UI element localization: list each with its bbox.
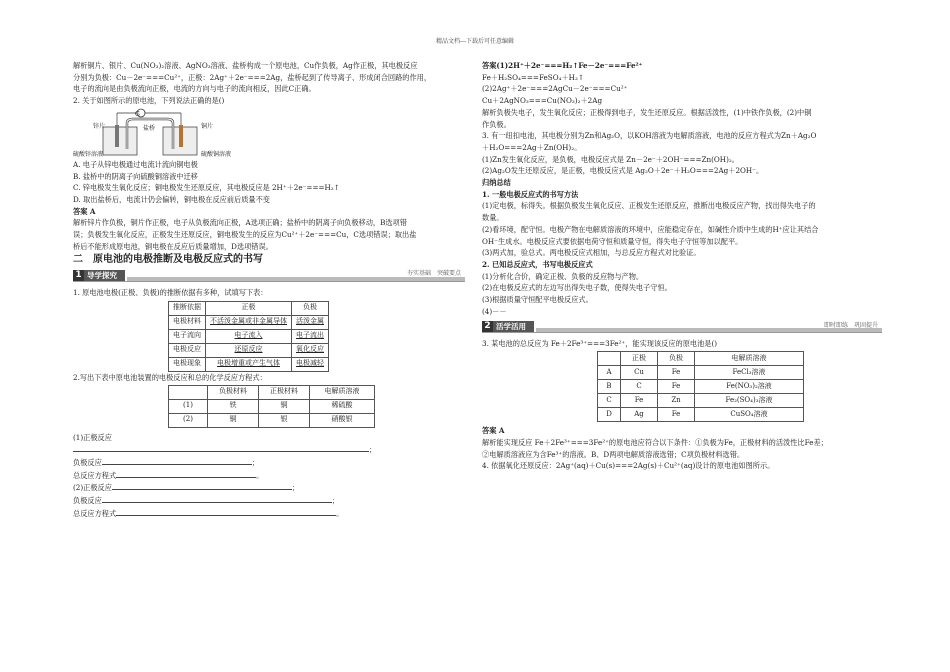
table-cell: 铜 [208, 413, 259, 427]
question-2: 2. 关于如图所示的原电池，下列说法正确的是() [73, 96, 225, 106]
table-header-cell: 推断依据 [169, 301, 206, 315]
left-column [73, 60, 465, 519]
table-cell: 活泼金属 [292, 315, 329, 329]
table-cell: (1) [169, 399, 208, 413]
table-row [169, 343, 329, 357]
summary-line: (2)看环境，配守恒。电极产物在电解质溶液的环境中，应能稳定存在，如碱性介质中生成的H⁺应让其结合 [482, 224, 819, 234]
answer-blank[interactable] [116, 469, 256, 478]
table-row [169, 329, 329, 343]
table-cell: A [598, 366, 621, 380]
band-subtitle: 夯实基础 突破要点 [406, 270, 461, 278]
table-cell: 电极增重或产生气体 [206, 357, 292, 371]
explanation-line: 分别为负极：Cu－2e⁻===Cu²⁺，正极：2Ag⁺＋2e⁻===2Ag，盐桥起到了传导离子、形成闭合回路的作用， [73, 72, 432, 82]
question-3-intro: ＋H₂O===2Ag＋Zn(OH)₂。 [482, 142, 582, 152]
table-header-cell [598, 352, 621, 366]
table-cell: 硝酸银 [310, 413, 375, 427]
question-2b: 2.写出下表中原电池装置的电极反应和总的化学反应方程式： [73, 372, 267, 382]
section-band-guided [73, 268, 465, 282]
band-subtitle: 即时即练 巩固提升 [823, 321, 878, 329]
fill-label: 负极反应 [73, 496, 102, 506]
table-cell: Fe [621, 394, 658, 408]
answer: 答案 A [73, 206, 96, 216]
table-cell: 不活泼金属或非金属导体 [206, 315, 292, 329]
table-cell: 电子流向 [169, 329, 206, 343]
table-cell: 还原反应 [206, 343, 292, 357]
table-header-cell: 电解质溶液 [310, 385, 375, 399]
explanation-line: ②电解质溶液应为含Fe³⁺的溶液。B、D两项电解质溶液选错；C项负极材料选错。 [482, 449, 745, 459]
table-cell: 电极反应 [169, 343, 206, 357]
band-number: 1 [73, 270, 84, 281]
table-row [598, 394, 804, 408]
question-3-part: (2)Ag₂O发生还原反应，是正极，电极反应式是 Ag₂O＋2e⁻＋H₂O===2Ag＋2OH⁻。 [482, 166, 764, 176]
answer-text: 答案(1)2H⁺＋2e⁻===H₂↑Fe－2e⁻===Fe²⁺ [482, 61, 643, 70]
table-cell: 银 [259, 413, 310, 427]
fill-row [73, 469, 465, 482]
table-header-row [169, 301, 329, 315]
table-cell: Zn [658, 394, 695, 408]
table-cell: C [598, 394, 621, 408]
electrode-judgment-table [168, 301, 329, 372]
summary-line: (4)－－ [482, 306, 507, 316]
fill-punct: 。 [256, 470, 264, 480]
answer-blank[interactable] [116, 507, 336, 516]
battery-options-table [597, 351, 804, 422]
answer-blank[interactable] [73, 443, 369, 452]
answer-blank[interactable] [102, 456, 252, 465]
fill-row [73, 443, 465, 456]
znso4-label: 硫酸锌溶液 [73, 150, 104, 158]
fill-label: 总反应方程式 [73, 508, 117, 518]
table-header-cell: 负极材料 [208, 385, 259, 399]
option-d: D. 取出盐桥后，电流计仍会偏转，铜电极在反应前后质量不变 [73, 194, 270, 204]
copper-label: 铜片 [201, 122, 214, 130]
explanation-line: 桥后不能形成原电池，铜电极在反应后质量增加，D选项错误。 [73, 241, 273, 251]
fill-punct: ； [331, 496, 339, 506]
table-cell: 电极现象 [169, 357, 206, 371]
summary-line: 数量。 [482, 213, 504, 223]
band-title: 导学探究 [84, 270, 125, 281]
question-4: 4. 依据氧化还原反应：2Ag⁺(aq)＋Cu(s)===2Ag(s)＋Cu²⁺(aq)设计的原电池如图所示。 [482, 461, 775, 471]
explanation-line: 解析负极失电子，发生氧化反应；正极得到电子，发生还原反应。根据活泼性，(1)中铁作负极，(2)中铜 [482, 107, 812, 117]
table-row [598, 408, 804, 422]
table-header-row [169, 385, 375, 399]
fill-label: 负极反应 [73, 457, 102, 467]
table-row [169, 413, 375, 427]
table-cell: Fe₂(SO₄)₃溶液 [695, 394, 804, 408]
table-header-row [598, 352, 804, 366]
question-3-part: (1)Zn发生氧化反应，是负极，电极反应式是 Zn－2e⁻＋2OH⁻===Zn(OH)₂。 [482, 154, 739, 164]
summary-heading: 归纳总结 [482, 178, 511, 188]
answer-line: Cu＋2AgNO₃===Cu(NO₃)₂＋2Ag [482, 96, 603, 106]
galvanic-cell-figure [73, 107, 465, 159]
option-b: B. 盐桥中的阴离子向硫酸铜溶液中迁移 [73, 171, 198, 181]
answer-blank[interactable] [112, 481, 292, 490]
table-cell: FeCl₃溶液 [695, 366, 804, 380]
explanation-line: 电子的流向是由负极流向正极，电流的方向与电子的流向相反，因此C正确。 [73, 84, 316, 94]
summary-subheading: 1. 一般电极反应式的书写方法 [482, 189, 579, 199]
fill-punct: ； [251, 457, 259, 467]
question-3: 3. 某电池的总反应为 Fe＋2Fe³⁺===3Fe²⁺，能实现该反应的原电池是() [482, 339, 718, 349]
cell-materials-table [168, 385, 375, 428]
answer-line: Fe＋H₂SO₄===FeSO₄＋H₂↑ [482, 72, 584, 82]
salt-bridge-label: 盐桥 [143, 124, 156, 132]
fill-punct: ； [369, 445, 377, 455]
fill-label: (2)正极反应 [73, 483, 112, 493]
summary-line: (2)在电极反应式的左边写出得失电子数，使得失电子守恒。 [482, 283, 672, 293]
table-cell: 电极减轻 [292, 357, 329, 371]
fill-row [73, 494, 465, 507]
fill-punct: 。 [336, 508, 344, 518]
table-row [598, 366, 804, 380]
explanation-line: 误；负极发生氧化反应，正极发生还原反应，铜电极发生的反应为Cu²⁺＋2e⁻===Cu，C选项错误；取出盐 [73, 230, 417, 240]
table-header-cell: 正极 [206, 301, 292, 315]
explanation-line: 作负极。 [482, 119, 511, 129]
table-cell: 铁 [208, 399, 259, 413]
question-3-intro: 3. 有一纽扣电池，其电极分别为Zn和Ag₂O，以KOH溶液为电解质溶液，电池的反应方程式为Zn＋Ag₂O [482, 131, 817, 141]
table-header-cell: 负极 [292, 301, 329, 315]
explanation-line: 解析能实现反应 Fe＋2Fe³⁺===3Fe²⁺的原电池应符合以下条件：①负极为Fe，正极材料的活泼性比Fe差； [482, 437, 828, 447]
table-cell: Fe [658, 380, 695, 394]
table-header-cell: 正极 [621, 352, 658, 366]
table-cell: D [598, 408, 621, 422]
answer: 答案 A [482, 426, 505, 436]
explanation-line: 解析铜片、银片、Cu(NO₃)₂溶液、AgNO₃溶液、盐桥构成一个原电池，Cu作负极，Ag作正极，其电极反应 [73, 61, 418, 70]
summary-line: OH⁻生成水。电极反应式要依据电荷守恒和质量守恒，得失电子守恒等加以配平。 [482, 236, 743, 246]
section-band-practice [482, 319, 882, 333]
table-header-cell: 负极 [658, 352, 695, 366]
summary-line: (3)两式加，验总式。两电极反应式相加，与总反应方程式对比验证。 [482, 248, 701, 258]
fill-row [73, 507, 465, 520]
cuso4-label: 硫酸铜溶液 [201, 150, 232, 158]
option-a: A. 电子从锌电极通过电流计流向铜电极 [73, 159, 198, 169]
band-number: 2 [482, 321, 493, 332]
summary-line: (1)分析化合价，确定正极、负极的反应物与产物。 [482, 271, 644, 281]
table-header-cell: 电解质溶液 [695, 352, 804, 366]
table-cell: 稀硫酸 [310, 399, 375, 413]
table-cell: Ag [621, 408, 658, 422]
fill-row [73, 481, 465, 494]
answer-blank[interactable] [102, 494, 332, 503]
table-cell: 电子流出 [292, 329, 329, 343]
table-cell: 电极材料 [169, 315, 206, 329]
fill-label: 总反应方程式 [73, 470, 117, 480]
summary-subheading: 2. 已知总反应式，书写电极反应式 [482, 259, 593, 269]
table-cell: Cu [621, 366, 658, 380]
table-row [169, 357, 329, 371]
table-cell: Fe [658, 366, 695, 380]
right-column [482, 60, 882, 472]
table-row [169, 315, 329, 329]
summary-line: (1)定电极，标得失。根据负极发生氧化反应、正极发生还原反应，推断出电极反应产物，找出得失电子的 [482, 201, 816, 211]
option-c: C. 锌电极发生氧化反应；铜电极发生还原反应，其电极反应是 2H⁺＋2e⁻===H₂↑ [73, 183, 340, 193]
table-cell: Fe [658, 408, 695, 422]
fill-label: (1)正极反应 [73, 432, 112, 442]
galvanometer-label: G [135, 110, 140, 118]
fill-row [73, 456, 465, 469]
zinc-label: 锌片 [93, 122, 106, 130]
table-cell: 电子流入 [206, 329, 292, 343]
table-header-cell [169, 385, 208, 399]
answer-line: (2)2Ag⁺＋2e⁻===2AgCu－2e⁻===Cu²⁺ [482, 84, 628, 94]
summary-line: (3)根据质量守恒配平电极反应式。 [482, 295, 593, 305]
question-1: 1. 原电池电极(正极、负极)的推断依据有多种，试填写下表： [73, 288, 268, 298]
table-header-cell: 正极材料 [259, 385, 310, 399]
table-cell: 氧化反应 [292, 343, 329, 357]
fill-punct: ； [291, 483, 300, 493]
table-cell: CuSO₄溶液 [695, 408, 804, 422]
table-row [598, 380, 804, 394]
table-cell: B [598, 380, 621, 394]
table-cell: 铜 [259, 399, 310, 413]
answer-line [482, 60, 882, 72]
table-cell: (2) [169, 413, 208, 427]
band-title: 活学活用 [493, 321, 534, 332]
table-cell: C [621, 380, 658, 394]
table-cell: Fe(NO₃)₂溶液 [695, 380, 804, 394]
table-row [169, 399, 375, 413]
section-heading: 二 原电池的电极推断及电极反应式的书写 [73, 254, 263, 266]
page-header: 精品文档---下载后可任意编辑 [435, 38, 515, 45]
explanation-line: 解析锌片作负极，铜片作正极，电子从负极流向正极，A选项正确；盐桥中的阴离子向负极移动，B选项错 [73, 218, 407, 228]
